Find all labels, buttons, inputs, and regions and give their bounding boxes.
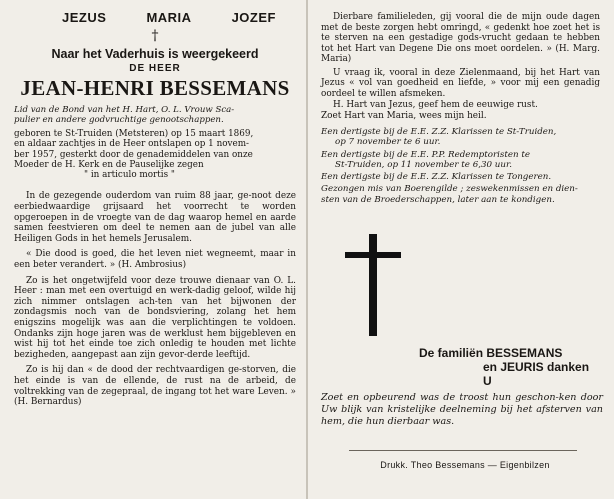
mass-item	[321, 150, 600, 171]
paragraph-trouwe-dienaar: Zo is het ongetwijfeld voor deze trouwe dienaar van O. L. Heer : man met een overtuigd en werk-dadig geloof, wilde hij zich nimmer ontslagen ach-ten van het bijwonen der zondagsmis noch van de bondsviering, zolang het hem enigszins mogelijk was aan die verplichtingen te voldoen. Ondanks zijn hoge jaren was de werklust hem bijgebleven en wist hij tot het einde toe zich onledig te houden met lichte bezigheden, aangepast aan zijn gevor-derde leeftijd.	[14, 275, 296, 360]
mass-item	[321, 172, 600, 182]
paragraph-ambrosius: « Die dood is goed, die het leven niet wegneemt, maar in een beter verandert. » (H. Ambrosius)	[14, 249, 296, 271]
cross-horizontal-bar	[345, 252, 401, 258]
intro-line: Naar het Vaderhuis is weergekeerd	[51, 47, 259, 61]
small-cross-icon: †	[151, 28, 159, 44]
divider-rule	[349, 450, 577, 451]
bio-line: en aldaar zachtjes in de Heer ontslapen op 1 novem-	[14, 139, 250, 150]
deceased-name: JEAN-HENRI BESSEMANS	[20, 76, 290, 100]
mass-list	[321, 127, 600, 205]
left-page	[0, 0, 306, 499]
membership-line: pulier en andere godvruchtige genootschappen.	[14, 115, 224, 125]
gratitude-text: Zoet en opbeurend was de troost hun geschon-ken door Uw blijk van kristelijke deelneming bij het afsterven van hem, die hun dierbaar was.	[321, 392, 603, 427]
membership-text	[14, 105, 296, 125]
membership-line: Lid van de Bond van het H. Hart, O. L. Vrouw Sca-	[14, 105, 235, 115]
mass-item-line: Gezongen mis van Boerengilde ; zeswekenmissen en dien-	[321, 184, 578, 195]
paragraph-ouderdom: In de gezegende ouderdom van ruim 88 jaar, ge-noot deze eerbiedwaardige grijsaard het voorrecht te worden opgeroepen in de vroegte van de dag waarop hemel en aarde samen feestvieren om deel te nemen aan de jubel van alle Heiligen Gods in het hemels Jerusalem.	[14, 191, 296, 244]
card-fold	[306, 0, 308, 499]
large-cross-icon	[345, 234, 401, 336]
mass-item-line: St-Truiden, op 11 november te 6,30 uur.	[335, 159, 512, 170]
header-jozef: JOZEF	[231, 10, 276, 25]
bio-line: ber 1957, gesterkt door de genademiddelen van onze	[14, 149, 253, 160]
header-maria: MARIA	[146, 10, 192, 25]
de-heer-line: DE HEER	[129, 63, 181, 74]
bio-line: " in articulo mortis "	[84, 170, 175, 181]
family-thanks	[419, 346, 599, 388]
mass-item-line: sten van de Broederschappen, later aan te kondigen.	[321, 194, 555, 205]
paragraph-zielenmaand: U vraag ik, vooral in deze Zielenmaand, bij het Hart van Jezus « vol van goedheid en liefde, » voor mij een genadig oordeel te willen afsmeken.	[321, 67, 600, 99]
cross-vertical-bar	[369, 234, 377, 336]
thanks-line-2: en JEURIS danken U	[483, 360, 590, 388]
paragraph-familieleden: Dierbare familieleden, gij vooral die de mijn oude dagen met de beste zorgen hebt omringd, « gedenkt hoe zoet het is te sterven na een gestadige gods-vrucht gedaan te hebben tot het Hart van Degene Die ons moet oordelen. » (H. Marg. Maria)	[321, 12, 600, 64]
mass-item	[321, 184, 600, 205]
printer-credit: Drukk. Theo Bessemans — Eigenbilzen	[380, 460, 550, 470]
mass-item	[321, 127, 600, 148]
thanks-line-1: De familiën BESSEMANS	[419, 346, 563, 360]
mass-item-line: Een dertigste bij de E.E. P.P. Redemptoristen te	[321, 149, 530, 160]
bio-line: geboren te St-Truiden (Metsteren) op 15 maart 1869,	[14, 129, 254, 139]
holy-family-header	[14, 10, 296, 25]
prayer-hart-maria: Zoet Hart van Maria, wees mijn heil.	[321, 110, 487, 121]
mass-item-line: Een dertigste bij de E.E. Z.Z. Klarissen te St-Truiden,	[321, 127, 557, 137]
bio-text	[14, 129, 296, 180]
paragraph-bernardus: Zo is hij dan « de dood der rechtvaardigen ge-storven, die het einde is van de ellende, de rust na de arbeid, de voltrekking van de zegepraal, de ingang tot het ware Leven. » (H. Bernardus)	[14, 365, 296, 408]
bio-line: Moeder de H. Kerk en de Pauselijke zegen	[14, 159, 204, 170]
header-jezus: JEZUS	[62, 10, 107, 25]
right-page	[309, 0, 614, 499]
mass-item-line: Een dertigste bij de E.E. Z.Z. Klarissen te Tongeren.	[321, 172, 552, 183]
prayer-heilig-hart: H. Hart van Jezus, geef hem de eeuwige rust.	[333, 100, 538, 110]
mass-item-line: op 7 november te 6 uur.	[335, 137, 441, 148]
